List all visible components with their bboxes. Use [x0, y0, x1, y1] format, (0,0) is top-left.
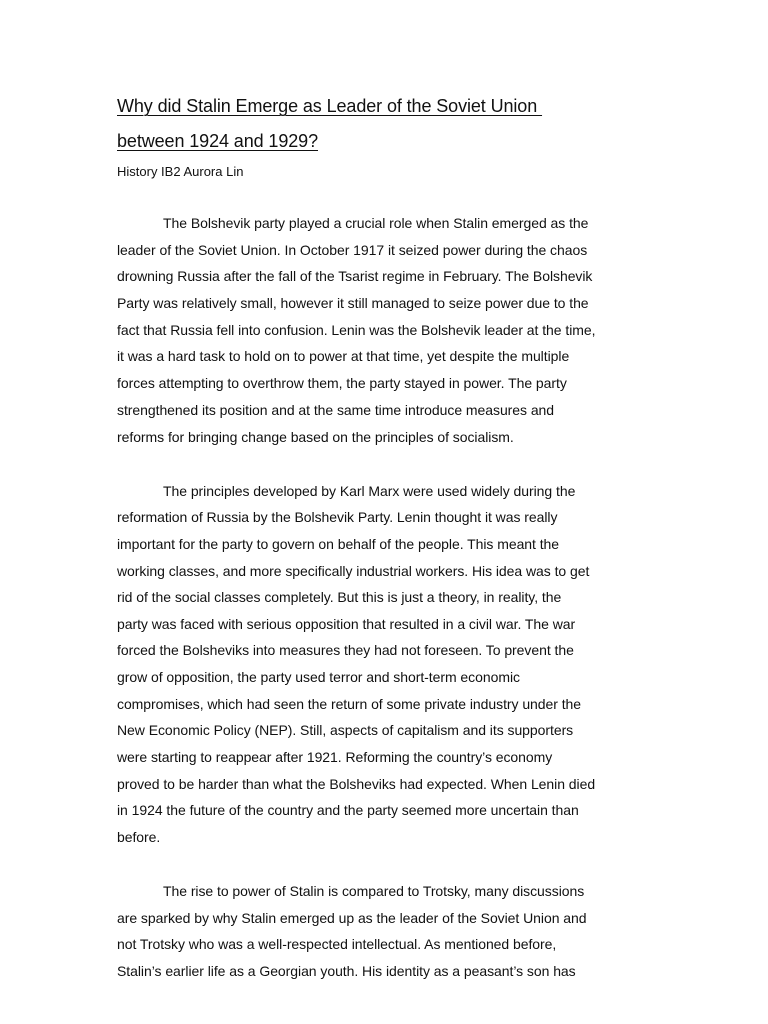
paragraph-1-line-6: it was a hard task to hold on to power at that time, yet despite the multiple	[117, 348, 570, 364]
paragraph-1-line-8: strengthened its position and at the same time introduce measures and	[117, 402, 555, 418]
paragraph-2-line-4: working classes, and more specifically industrial workers. His idea was to get	[117, 563, 590, 579]
paragraph-1-line-4: Party was relatively small, however it still managed to seize power due to the	[117, 295, 589, 311]
paragraph-2-line-9: compromises, which had seen the return of some private industry under the	[117, 696, 582, 712]
paragraph-1-line-5: fact that Russia fell into confusion. Lenin was the Bolshevik leader at the time,	[117, 322, 596, 338]
paragraph-3-line-1: The rise to power of Stalin is compared to Trotsky, many discussions	[163, 883, 585, 899]
paragraph-1-line-9: reforms for bringing change based on the principles of socialism.	[117, 429, 514, 445]
paragraph-1-line-3: drowning Russia after the fall of the Tsarist regime in February. The Bolshevik	[117, 268, 593, 284]
document-title-line-1: Why did Stalin Emerge as Leader of the Soviet Union	[117, 96, 543, 116]
paragraph-2-line-12: proved to be harder than what the Bolsheviks had expected. When Lenin died	[117, 776, 596, 792]
paragraph-2-line-8: grow of opposition, the party used terror and short-term economic	[117, 669, 520, 685]
paragraph-2-line-3: important for the party to govern on behalf of the people. This meant the	[117, 536, 560, 552]
paragraph-1-line-2: leader of the Soviet Union. In October 1917 it seized power during the chaos	[117, 242, 588, 258]
paragraph-1-line-1: The Bolshevik party played a crucial role when Stalin emerged as the	[163, 215, 589, 231]
paragraph-2-line-2: reformation of Russia by the Bolshevik Party. Lenin thought it was really	[117, 509, 558, 525]
paragraph-3-line-2: are sparked by why Stalin emerged up as the leader of the Soviet Union and	[117, 910, 587, 926]
paragraph-2-line-5: rid of the social classes completely. But this is just a theory, in reality, the	[117, 589, 562, 605]
paragraph-2-line-7: forced the Bolsheviks into measures they had not foreseen. To prevent the	[117, 642, 574, 658]
paragraph-2-line-1: The principles developed by Karl Marx were used widely during the	[163, 483, 576, 499]
document-byline: History IB2 Aurora Lin	[117, 164, 244, 179]
paragraph-2-line-10: New Economic Policy (NEP). Still, aspects of capitalism and its supporters	[117, 722, 574, 738]
paragraph-3-line-4: Stalin’s earlier life as a Georgian youth. His identity as a peasant’s son has	[117, 963, 576, 979]
paragraph-2-line-11: were starting to reappear after 1921. Reforming the country’s economy	[117, 749, 553, 765]
paragraph-2-line-6: party was faced with serious opposition that resulted in a civil war. The war	[117, 616, 576, 632]
paragraph-1-line-7: forces attempting to overthrow them, the party stayed in power. The party	[117, 375, 567, 391]
paragraph-2-line-13: in 1924 the future of the country and the party seemed more uncertain than	[117, 802, 579, 818]
paragraph-3-line-3: not Trotsky who was a well-respected intellectual. As mentioned before,	[117, 936, 557, 952]
document-title-line-2: between 1924 and 1929?	[117, 131, 318, 151]
paragraph-2-line-14: before.	[117, 829, 161, 845]
